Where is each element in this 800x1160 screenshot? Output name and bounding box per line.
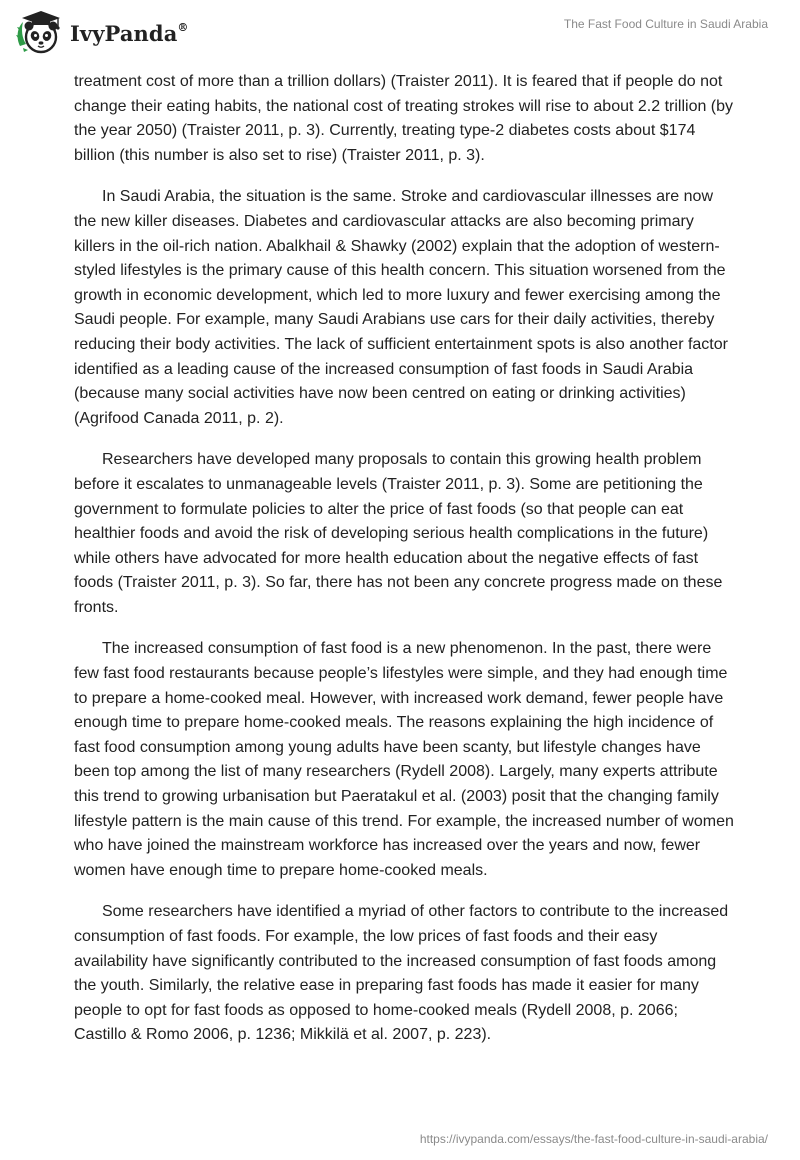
paragraph: Researchers have developed many proposals to contain this growing health problem before it escalates to unmanageable levels (Traister 2011, p. 3). Some are petitioning the government to formulate policies to alter the price of fast foods (so that people can eat healthier foods and avoid the risk of developing serious health complications in the future) while others have advocated for more health education about the negative effects of fast foods (Traister 2011, p. 3). So far, there has not been any concrete progress made on these fronts. bbox=[74, 451, 723, 616]
essay-body bbox=[74, 70, 734, 1065]
page-header bbox=[0, 0, 800, 66]
document-title: The Fast Food Culture in Saudi Arabia bbox=[563, 17, 768, 31]
paragraph-continued: treatment cost of more than a trillion dollars) (Traister 2011). It is feared that if people do not change their eating habits, the national cost of treating strokes will rise to about 2.2 trillion (by the year 2050) (Traister 2011, p. 3). Currently, treating type-2 diabetes costs about $174 billion (this number is also set to rise) (Traister 2011, p. 3). bbox=[74, 73, 734, 164]
panda-graduate-logo-icon bbox=[14, 8, 64, 58]
registered-mark: ® bbox=[177, 20, 189, 34]
paragraph: In Saudi Arabia, the situation is the same. Stroke and cardiovascular illnesses are now the new killer diseases. Diabetes and cardiovascular attacks are also becoming primary killers in the oil-rich nation. Abalkhail & Shawky (2002) explain that the adoption of western-styled lifestyles is the primary cause of this health concern. This situation worsened from the growth in economic development, which led to more luxury and fewer exercising among the Saudi people. For example, many Saudi Arabians use cars for their daily activities, thereby reducing their body activities. The lack of sufficient entertainment spots is also another factor identified as a leading cause of the increased consumption of fast foods in Saudi Arabia (because many social activities have now been centred on eating or drinking activities) (Agrifood Canada 2011, p. 2). bbox=[74, 188, 728, 427]
brand-name bbox=[70, 21, 189, 46]
paragraph: Some researchers have identified a myriad of other factors to contribute to the increased consumption of fast foods. For example, the low prices of fast foods and their easy availability have significantly contributed to the increased consumption of fast foods among the youth. Similarly, the relative ease in preparing fast foods has made it easier for many people to opt for fast foods as opposed to home-cooked meals (Rydell 2008, p. 2066; Castillo & Romo 2006, p. 1236; Mikkilä et al. 2007, p. 223). bbox=[74, 903, 729, 1044]
brand-name-text: IvyPanda bbox=[70, 20, 178, 46]
source-url-link[interactable]: https://ivypanda.com/essays/the-fast-food-culture-in-saudi-arabia/ bbox=[419, 1132, 768, 1146]
paragraph: The increased consumption of fast food is a new phenomenon. In the past, there were few fast food restaurants because people’s lifestyles were simple, and they had enough time to prepare a home-cooked meal. However, with increased work demand, fewer people have enough time to prepare home-cooked meals. The reasons explaining the high incidence of fast food consumption among young adults have been scanty, but lifestyle changes have been top among the list of many researchers (Rydell 2008). Largely, many experts attribute this trend to growing urbanisation but Paeratakul et al. (2003) posit that the changing family lifestyle pattern is the main cause of this trend. For example, the increased number of women who have joined the mainstream workforce has increased over the years and now, fewer women have enough time to prepare home-cooked meals. bbox=[74, 640, 734, 879]
brand-logo[interactable] bbox=[14, 8, 189, 58]
